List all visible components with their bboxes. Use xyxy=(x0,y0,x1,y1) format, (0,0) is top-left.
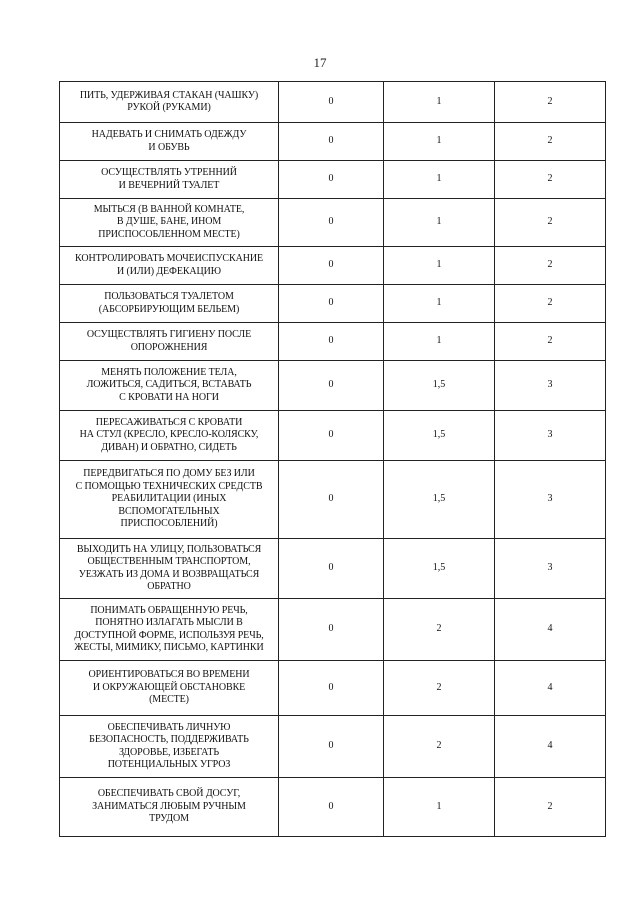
activity-cell: НАДЕВАТЬ И СНИМАТЬ ОДЕЖДУ И ОБУВЬ xyxy=(60,123,279,161)
score-cell-min: 0 xyxy=(279,461,384,539)
score-cell-mid: 1 xyxy=(384,247,495,285)
table-row xyxy=(60,285,606,323)
score-cell-mid: 1 xyxy=(384,199,495,247)
activity-cell: КОНТРОЛИРОВАТЬ МОЧЕИСПУСКАНИЕ И (ИЛИ) ДЕФЕКАЦИЮ xyxy=(60,247,279,285)
score-cell-min: 0 xyxy=(279,411,384,461)
score-cell-max: 4 xyxy=(495,599,606,661)
score-cell-min: 0 xyxy=(279,247,384,285)
score-cell-mid: 2 xyxy=(384,661,495,716)
score-cell-mid: 1 xyxy=(384,123,495,161)
activity-cell: ОБЕСПЕЧИВАТЬ СВОЙ ДОСУГ, ЗАНИМАТЬСЯ ЛЮБЫМ РУЧНЫМ ТРУДОМ xyxy=(60,778,279,837)
score-cell-min: 0 xyxy=(279,361,384,411)
table-body xyxy=(60,82,606,837)
score-cell-max: 3 xyxy=(495,361,606,411)
activity-cell: ОБЕСПЕЧИВАТЬ ЛИЧНУЮ БЕЗОПАСНОСТЬ, ПОДДЕРЖИВАТЬ ЗДОРОВЬЕ, ИЗБЕГАТЬ ПОТЕНЦИАЛЬНЫХ УГРОЗ xyxy=(60,716,279,778)
table-row xyxy=(60,661,606,716)
score-cell-mid: 1 xyxy=(384,323,495,361)
score-cell-max: 2 xyxy=(495,161,606,199)
score-cell-min: 0 xyxy=(279,778,384,837)
activity-cell: ОРИЕНТИРОВАТЬСЯ ВО ВРЕМЕНИ И ОКРУЖАЮЩЕЙ ОБСТАНОВКЕ (МЕСТЕ) xyxy=(60,661,279,716)
score-cell-max: 2 xyxy=(495,199,606,247)
score-cell-mid: 1 xyxy=(384,778,495,837)
table-row xyxy=(60,461,606,539)
table-row xyxy=(60,778,606,837)
activity-cell: ПЕРЕСАЖИВАТЬСЯ С КРОВАТИ НА СТУЛ (КРЕСЛО, КРЕСЛО-КОЛЯСКУ, ДИВАН) И ОБРАТНО, СИДЕТЬ xyxy=(60,411,279,461)
score-cell-min: 0 xyxy=(279,539,384,599)
score-cell-mid: 1,5 xyxy=(384,411,495,461)
score-cell-max: 2 xyxy=(495,778,606,837)
activity-cell: ОСУЩЕСТВЛЯТЬ ГИГИЕНУ ПОСЛЕ ОПОРОЖНЕНИЯ xyxy=(60,323,279,361)
table-row xyxy=(60,247,606,285)
table-row xyxy=(60,599,606,661)
score-cell-min: 0 xyxy=(279,82,384,123)
score-cell-mid: 1 xyxy=(384,82,495,123)
table-row xyxy=(60,323,606,361)
score-cell-min: 0 xyxy=(279,323,384,361)
score-cell-max: 2 xyxy=(495,82,606,123)
score-cell-min: 0 xyxy=(279,285,384,323)
score-cell-mid: 1 xyxy=(384,161,495,199)
score-cell-max: 2 xyxy=(495,285,606,323)
score-cell-min: 0 xyxy=(279,661,384,716)
page-number: 17 xyxy=(313,55,327,70)
table-row xyxy=(60,411,606,461)
score-cell-max: 3 xyxy=(495,461,606,539)
score-cell-min: 0 xyxy=(279,716,384,778)
table-row xyxy=(60,199,606,247)
table-row xyxy=(60,361,606,411)
table-row xyxy=(60,82,606,123)
score-cell-max: 4 xyxy=(495,661,606,716)
activity-cell: ПЕРЕДВИГАТЬСЯ ПО ДОМУ БЕЗ ИЛИ С ПОМОЩЬЮ ТЕХНИЧЕСКИХ СРЕДСТВ РЕАБИЛИТАЦИИ (ИНЫХ ВСПОМОГАТЕЛЬНЫХ ПРИСПОСОБЛЕНИЙ) xyxy=(60,461,279,539)
score-cell-mid: 1,5 xyxy=(384,461,495,539)
activity-cell: ПОЛЬЗОВАТЬСЯ ТУАЛЕТОМ (АБСОРБИРУЮЩИМ БЕЛЬЕМ) xyxy=(60,285,279,323)
score-cell-mid: 2 xyxy=(384,599,495,661)
activity-cell: МЕНЯТЬ ПОЛОЖЕНИЕ ТЕЛА, ЛОЖИТЬСЯ, САДИТЬСЯ, ВСТАВАТЬ С КРОВАТИ НА НОГИ xyxy=(60,361,279,411)
table-row xyxy=(60,716,606,778)
activity-cell: ОСУЩЕСТВЛЯТЬ УТРЕННИЙ И ВЕЧЕРНИЙ ТУАЛЕТ xyxy=(60,161,279,199)
score-cell-mid: 1,5 xyxy=(384,539,495,599)
activity-cell: МЫТЬСЯ (В ВАННОЙ КОМНАТЕ, В ДУШЕ, БАНЕ, ИНОМ ПРИСПОСОБЛЕННОМ МЕСТЕ) xyxy=(60,199,279,247)
score-cell-min: 0 xyxy=(279,199,384,247)
score-cell-max: 2 xyxy=(495,247,606,285)
score-cell-mid: 1,5 xyxy=(384,361,495,411)
activity-cell: ПОНИМАТЬ ОБРАЩЕННУЮ РЕЧЬ, ПОНЯТНО ИЗЛАГАТЬ МЫСЛИ В ДОСТУПНОЙ ФОРМЕ, ИСПОЛЬЗУЯ РЕЧЬ, ЖЕСТЫ, МИМИКУ, ПИСЬМО, КАРТИНКИ xyxy=(60,599,279,661)
score-cell-max: 2 xyxy=(495,323,606,361)
table-row xyxy=(60,539,606,599)
score-cell-max: 3 xyxy=(495,539,606,599)
score-cell-max: 2 xyxy=(495,123,606,161)
score-cell-min: 0 xyxy=(279,599,384,661)
activity-score-table xyxy=(59,81,606,837)
score-cell-max: 4 xyxy=(495,716,606,778)
score-cell-min: 0 xyxy=(279,161,384,199)
score-cell-mid: 1 xyxy=(384,285,495,323)
table-row xyxy=(60,123,606,161)
score-cell-min: 0 xyxy=(279,123,384,161)
table-row xyxy=(60,161,606,199)
score-cell-mid: 2 xyxy=(384,716,495,778)
activity-cell: ВЫХОДИТЬ НА УЛИЦУ, ПОЛЬЗОВАТЬСЯ ОБЩЕСТВЕННЫМ ТРАНСПОРТОМ, УЕЗЖАТЬ ИЗ ДОМА И ВОЗВРАЩАТЬСЯ ОБРАТНО xyxy=(60,539,279,599)
score-cell-max: 3 xyxy=(495,411,606,461)
activity-cell: ПИТЬ, УДЕРЖИВАЯ СТАКАН (ЧАШКУ) РУКОЙ (РУКАМИ) xyxy=(60,82,279,123)
